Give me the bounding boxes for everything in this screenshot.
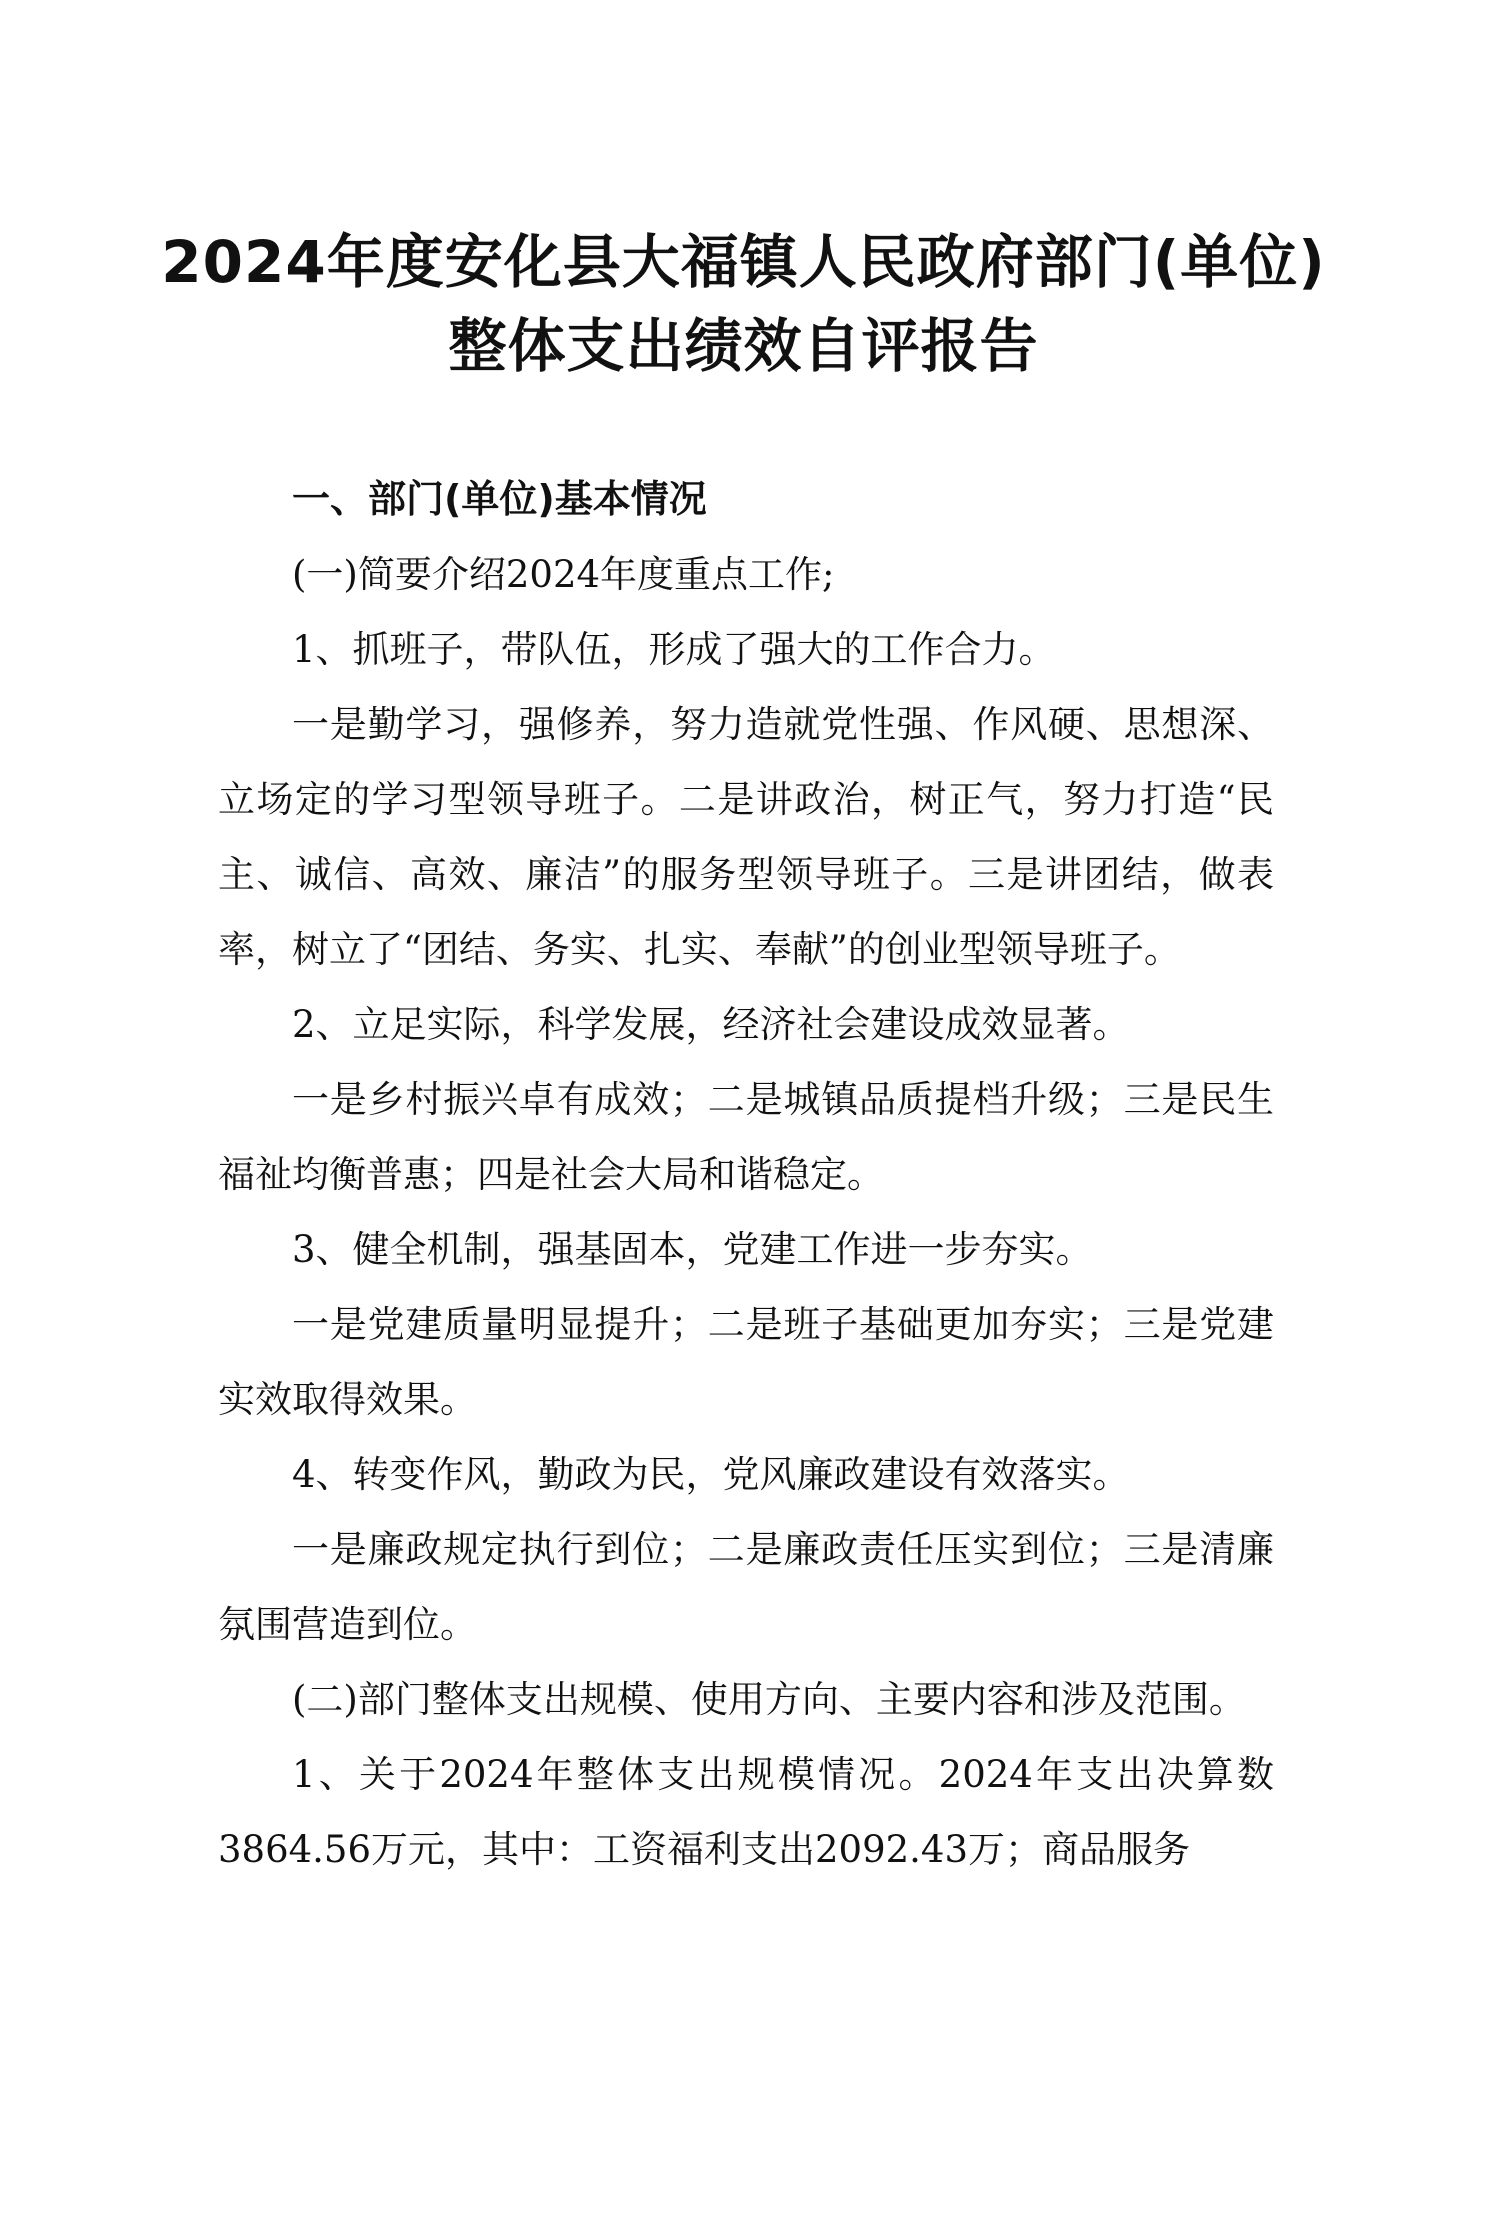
item-heading-1: 1、抓班子，带队伍，形成了强大的工作合力。 — [292, 628, 1056, 671]
item-heading-3: 3、健全机制，强基固本，党建工作进一步夯实。 — [292, 1228, 1093, 1271]
item-paragraph-1: 一是勤学习，强修养，努力造就党性强、作风硬、思想深、立场定的学习型领导班子。二是讲政治，树正气，努力打造“民主、诚信、高效、廉洁”的服务型领导班子。三是讲团结，做表率，树立了“团结、务实、扎实、奉献”的创业型领导班子。 — [218, 703, 1274, 971]
subsection-heading-key-work: (一)简要介绍2024年度重点工作; — [292, 553, 835, 596]
expenditure-scale-paragraph: 1、关于2024年整体支出规模情况。2024年支出决算数3864.56万元，其中：工资福利支出2092.43万；商品服务 — [218, 1753, 1274, 1871]
report-title-line-2: 整体支出绩效自评报告 — [448, 312, 1039, 380]
report-body — [218, 462, 1274, 1887]
item-paragraph-4: 一是廉政规定执行到位；二是廉政责任压实到位；三是清廉氛围营造到位。 — [218, 1528, 1274, 1646]
item-paragraph-2: 一是乡村振兴卓有成效；二是城镇品质提档升级；三是民生福祉均衡普惠；四是社会大局和谐稳定。 — [218, 1078, 1274, 1196]
report-title-line-1: 2024年度安化县大福镇人民政府部门(单位) — [161, 228, 1326, 296]
item-heading-2: 2、立足实际，科学发展，经济社会建设成效显著。 — [292, 1003, 1130, 1046]
subsection-heading-expenditure: (二)部门整体支出规模、使用方向、主要内容和涉及范围。 — [292, 1678, 1246, 1721]
section-heading-basic-info: 一、部门(单位)基本情况 — [292, 477, 707, 521]
item-heading-4: 4、转变作风，勤政为民，党风廉政建设有效落实。 — [292, 1453, 1130, 1496]
item-paragraph-3: 一是党建质量明显提升；二是班子基础更加夯实；三是党建实效取得效果。 — [218, 1303, 1274, 1421]
